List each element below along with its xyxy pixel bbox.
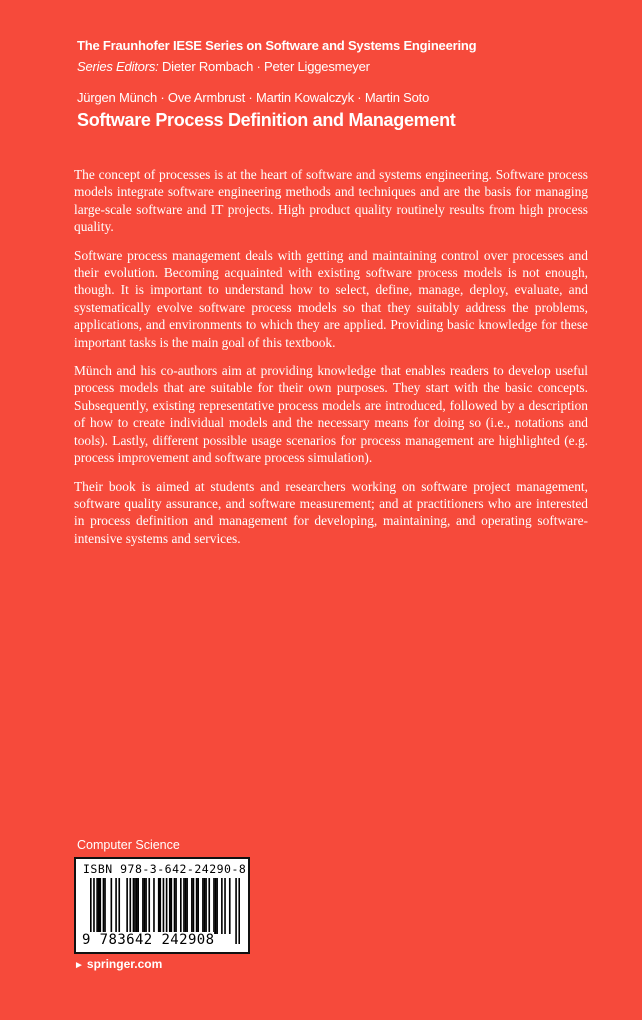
- barcode-bar: [213, 878, 215, 934]
- isbn-text: ISBN 978-3-642-24290-8: [83, 862, 247, 876]
- blurb-paragraph: Münch and his co-authors aim at providing knowledge that enables readers to develop useful process models that are suitable for their own purposes. They start with the basic concepts. Subsequently, existing representative process models are introduced, followed by a description of how to create individual models and the necessary means for doing so (i.e., notations and tools). Lastly, different possible usage scenarios for process management are highlighted (e.g. process improvement and software process simulation).: [74, 363, 588, 466]
- book-authors: Jürgen Münch · Ove Armbrust · Martin Kowalczyk · Martin Soto: [77, 90, 430, 105]
- barcode-bar: [158, 878, 160, 934]
- barcode-bar: [196, 878, 198, 934]
- barcode-bar: [144, 878, 146, 934]
- barcode-bar: [235, 878, 237, 944]
- barcode-bar: [137, 878, 139, 934]
- barcode-bar: [99, 878, 101, 934]
- barcode-bar: [159, 878, 161, 934]
- barcode-bar: [104, 878, 106, 934]
- isbn-barcode: [74, 857, 250, 954]
- series-editors-names: Dieter Rombach · Peter Liggesmeyer: [161, 59, 370, 74]
- subject-category: Computer Science: [77, 838, 180, 852]
- triangle-right-icon: ►: [74, 960, 84, 971]
- blurb-paragraph: Their book is aimed at students and researchers working on software project management, software quality assurance, and software measurement; and at practitioners who are interested in process definition and management for developing, maintaining, and operating software-intensive systems and services.: [74, 478, 588, 546]
- barcode-bar: [216, 878, 218, 934]
- barcode-bar: [136, 878, 138, 934]
- barcode-bar: [202, 878, 204, 934]
- barcode-bar: [215, 878, 217, 934]
- series-editors-label: Series Editors:: [77, 59, 159, 74]
- barcode-bar: [208, 878, 210, 934]
- ean-digits: 9 783642 242908: [82, 932, 215, 948]
- barcode-bar: [224, 878, 226, 934]
- barcode-bar: [148, 878, 150, 934]
- barcode-bar: [133, 878, 135, 934]
- barcode-bar: [204, 878, 206, 934]
- publisher-link[interactable]: [74, 957, 162, 971]
- barcode-bar: [153, 878, 155, 934]
- barcode-bar: [186, 878, 188, 934]
- barcode-bar: [96, 878, 98, 934]
- barcode-bar: [129, 878, 131, 934]
- barcode-bar: [98, 878, 100, 934]
- barcode-bar: [142, 878, 144, 934]
- series-title: The Fraunhofer IESE Series on Software and Systems Engineering: [77, 38, 477, 53]
- series-editors: [77, 59, 370, 74]
- barcode-bar: [175, 878, 177, 934]
- barcode-bar: [169, 878, 171, 934]
- barcode-bar: [185, 878, 187, 934]
- barcode-bar: [126, 878, 128, 934]
- barcode-bar: [197, 878, 199, 934]
- blurb-paragraph: The concept of processes is at the heart of software and systems engineering. Software process models integrate software engineering methods and techniques and are the basis for managing large-scale software and IT projects. High product quality routinely results from high process quality.: [74, 167, 588, 235]
- barcode-bar: [111, 878, 113, 934]
- blurb-paragraph: Software process management deals with getting and maintaining control over processes and their evolution. Becoming acquainted with existing software process models is not enough, though. It is important to understand how to select, define, manage, deploy, evaluate, and systematically evolve software process models so that they suitably address the problems, applications, and environments to which they are applied. Providing basic knowledge for these important tasks is the main goal of this textbook.: [74, 247, 588, 350]
- barcode-bar: [115, 878, 117, 934]
- barcode-bar: [205, 878, 207, 934]
- publisher-url: springer.com: [86, 957, 163, 971]
- barcode-bar: [134, 878, 136, 934]
- book-title: Software Process Definition and Management: [77, 110, 456, 130]
- barcode-bar: [180, 878, 182, 934]
- barcode-bar: [191, 878, 193, 934]
- barcode-bar: [174, 878, 176, 934]
- barcode-bar: [221, 878, 223, 934]
- barcode-bar: [118, 878, 120, 934]
- back-cover-blurb: [74, 166, 588, 558]
- barcode-bar: [171, 878, 173, 934]
- barcode-bar: [238, 878, 240, 944]
- barcode-bar: [229, 878, 231, 934]
- barcode-bar: [183, 878, 185, 934]
- barcode-bar: [145, 878, 147, 934]
- barcode-bar: [103, 878, 105, 934]
- barcode-bar: [193, 878, 195, 934]
